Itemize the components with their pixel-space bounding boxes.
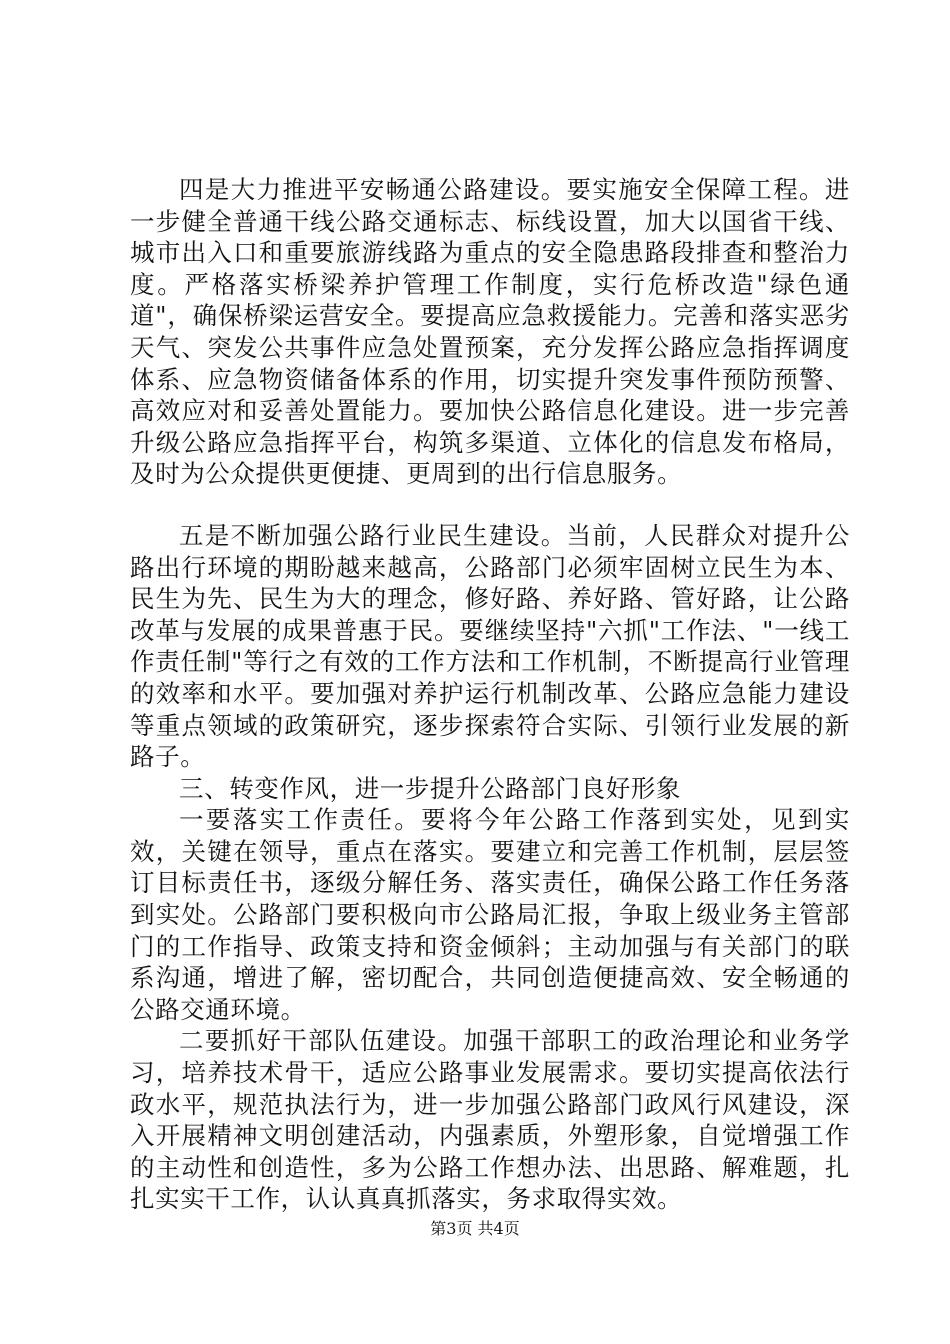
paragraph-team-building: 二要抓好干部队伍建设。加强干部职工的政治理论和业务学习，培养技术骨干，适应公路事业发展需求。要切实提高依法行政水平，规范执法行为，进一步加强公路部门政风行风建设，深入开展精神文明创建活动，内强素质，外塑形象，自觉增强工作的主动性和创造性，多为公路工作想办法、出思路、解难题，扎扎实实干工作，认认真真抓落实，务求取得实效。 <box>130 1026 850 1214</box>
paragraph-safety-roads: 四是大力推进平安畅通公路建设。要实施安全保障工程。进一步健全普通干线公路交通标志、标线设置，加大以国省干线、城市出入口和重要旅游线路为重点的安全隐患路段排查和整治力度。严格落实桥梁养护管理工作制度，实行危桥改造"绿色通道"，确保桥梁运营安全。要提高应急救援能力。完善和落实恶劣天气、突发公共事件应急处置预案，充分发挥公路应急指挥调度体系、应急物资储备体系的作用，切实提升突发事件预防预警、高效应对和妥善处置能力。要加快公路信息化建设。进一步完善升级公路应急指挥平台，构筑多渠道、立体化的信息发布格局，及时为公众提供更便捷、更周到的出行信息服务。 <box>130 175 850 489</box>
paragraph-livelihood: 五是不断加强公路行业民生建设。当前，人民群众对提升公路出行环境的期盼越来越高，公路部门必须牢固树立民生为本、民生为先、民生为大的理念，修好路、养好路、管好路，让公路改革与发展的成果普惠于民。要继续坚持"六抓"工作法、"一线工作责任制"等行之有效的工作方法和工作机制，不断提高行业管理的效率和水平。要加强对养护运行机制改革、公路应急能力建设等重点领域的政策研究，逐步探索符合实际、引领行业发展的新路子。 <box>130 520 850 772</box>
section-heading: 三、转变作风，进一步提升公路部门良好形象 <box>179 773 681 803</box>
page-number-footer: 第3页 共4页 <box>430 1219 520 1238</box>
paragraph-responsibility: 一要落实工作责任。要将今年公路工作落到实处，见到实效，关键在领导，重点在落实。要建立和完善工作机制，层层签订目标责任书，逐级分解任务、落实责任，确保公路工作任务落到实处。公路部门要积极向市公路局汇报，争取上级业务主管部门的工作指导、政策支持和资金倾斜；主动加强与有关部门的联系沟通，增进了解，密切配合，共同创造便捷高效、安全畅通的公路交通环境。 <box>130 805 850 1024</box>
document-body <box>130 174 850 1215</box>
